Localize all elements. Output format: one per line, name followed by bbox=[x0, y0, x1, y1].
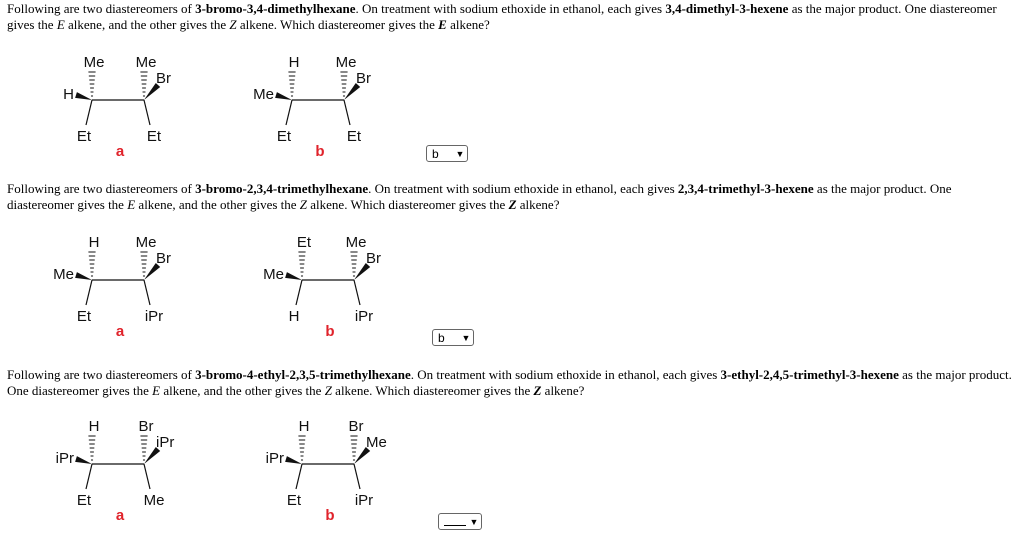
substituent-right: Me bbox=[366, 434, 387, 451]
hashed-bond-top-right bbox=[140, 72, 147, 96]
substituent-bottom-right: iPr bbox=[144, 308, 164, 325]
chevron-down-icon: ▼ bbox=[455, 148, 465, 159]
bond-bottom-right bbox=[144, 100, 150, 125]
molecule-1a bbox=[40, 50, 180, 158]
substituent-top-left: H bbox=[88, 418, 100, 435]
question-3-text: Following are two diastereomers of 3-bromo-4-ethyl-2,3,5-trimethylhexane. On treatment with sodium ethoxide in ethanol, each gives 3-ethyl-2,4,5-trimethyl-3-hexene as the major product. One diastereomer gives the E alkene, and the other gives the Z alkene. Which diastereomer gives the Z alkene? bbox=[7, 367, 1012, 398]
bond-bottom-left bbox=[296, 280, 302, 305]
substituent-right: Br bbox=[156, 70, 171, 87]
substituent-left: H bbox=[63, 86, 74, 103]
substituent-right: Br bbox=[356, 70, 371, 87]
wedge-bond-left bbox=[75, 92, 92, 100]
diastereomer-label: a bbox=[115, 323, 125, 340]
molecule-1b bbox=[240, 50, 400, 158]
bond-bottom-left bbox=[86, 464, 92, 489]
substituent-bottom-left: H bbox=[288, 308, 300, 325]
substituent-top-left: H bbox=[288, 54, 300, 71]
substituent-left: iPr bbox=[265, 450, 284, 467]
molecule-3a bbox=[40, 414, 200, 524]
diastereomer-label: a bbox=[115, 507, 125, 524]
bond-bottom-left bbox=[296, 464, 302, 489]
substituent-left: Me bbox=[253, 86, 274, 103]
bond-bottom-left bbox=[286, 100, 292, 125]
substituent-bottom-left: Et bbox=[286, 492, 302, 509]
blank-answer bbox=[444, 516, 466, 526]
hashed-bond-top-left bbox=[88, 72, 95, 96]
substituent-top-left: H bbox=[298, 418, 310, 435]
answer-select-3-value bbox=[444, 515, 467, 529]
diastereomer-label: b bbox=[315, 143, 325, 160]
bond-bottom-right bbox=[144, 280, 150, 305]
answer-select-3[interactable] bbox=[438, 513, 482, 530]
substituent-top-right: Me bbox=[135, 54, 157, 71]
substituent-bottom-right: iPr bbox=[354, 308, 374, 325]
substituent-bottom-right: Et bbox=[346, 128, 362, 145]
substituent-bottom-left: Et bbox=[76, 492, 92, 509]
substituent-bottom-right: Me bbox=[143, 492, 165, 509]
substituent-bottom-right: Et bbox=[146, 128, 162, 145]
molecule-2a bbox=[40, 230, 190, 338]
chevron-down-icon: ▼ bbox=[469, 516, 479, 527]
bond-bottom-right bbox=[144, 464, 150, 489]
substituent-right: Br bbox=[156, 250, 171, 267]
answer-select-1[interactable] bbox=[426, 145, 468, 162]
bond-bottom-right bbox=[354, 280, 360, 305]
substituent-top-left: H bbox=[88, 234, 100, 251]
answer-select-1-value: b bbox=[432, 146, 439, 161]
diastereomer-label: b bbox=[325, 323, 335, 340]
answer-select-2[interactable] bbox=[432, 329, 474, 346]
substituent-left: Me bbox=[263, 266, 284, 283]
molecule-3b bbox=[250, 414, 410, 524]
diastereomer-label: b bbox=[325, 507, 335, 524]
bond-bottom-left bbox=[86, 100, 92, 125]
bond-bottom-right bbox=[344, 100, 350, 125]
wedge-bond-left bbox=[285, 456, 302, 464]
substituent-top-left: Me bbox=[83, 54, 105, 71]
hashed-bond-top-left bbox=[88, 252, 95, 276]
wedge-bond-left bbox=[285, 272, 302, 280]
bond-bottom-right bbox=[354, 464, 360, 489]
substituent-top-right: Me bbox=[335, 54, 357, 71]
substituent-top-left: Et bbox=[296, 234, 312, 251]
question-1-text: Following are two diastereomers of 3-bromo-3,4-dimethylhexane. On treatment with sodium ethoxide in ethanol, each gives 3,4-dimethyl-3-hexene as the major product. One diastereomer gives the E alkene, and the other gives the Z alkene. Which diastereomer gives the E alkene? bbox=[7, 1, 997, 32]
hashed-bond-top-left bbox=[288, 72, 295, 96]
substituent-bottom-left: Et bbox=[76, 128, 92, 145]
hashed-bond-top-left bbox=[298, 436, 305, 460]
substituent-top-right: Me bbox=[135, 234, 157, 251]
question-2-text: Following are two diastereomers of 3-bromo-2,3,4-trimethylhexane. On treatment with sodium ethoxide in ethanol, each gives 2,3,4-trimethyl-3-hexene as the major product. One diastereomer gives the E alkene, and the other gives the Z alkene. Which diastereomer gives the Z alkene? bbox=[7, 181, 952, 212]
substituent-right: iPr bbox=[156, 434, 175, 451]
substituent-right: Br bbox=[366, 250, 381, 267]
bond-bottom-left bbox=[86, 280, 92, 305]
wedge-bond-left bbox=[75, 272, 92, 280]
wedge-bond-left bbox=[275, 92, 292, 100]
molecule-2b bbox=[250, 230, 400, 338]
substituent-bottom-right: iPr bbox=[354, 492, 374, 509]
wedge-bond-left bbox=[75, 456, 92, 464]
hashed-bond-top-right bbox=[140, 436, 147, 460]
substituent-top-right: Br bbox=[138, 418, 154, 435]
hashed-bond-top-right bbox=[140, 252, 147, 276]
substituent-left: Me bbox=[53, 266, 74, 283]
substituent-bottom-left: Et bbox=[76, 308, 92, 325]
substituent-top-right: Br bbox=[348, 418, 364, 435]
hashed-bond-top-right bbox=[350, 436, 357, 460]
diastereomer-label: a bbox=[115, 143, 125, 160]
hashed-bond-top-right bbox=[340, 72, 347, 96]
hashed-bond-top-left bbox=[298, 252, 305, 276]
hashed-bond-top-left bbox=[88, 436, 95, 460]
chevron-down-icon: ▼ bbox=[461, 332, 471, 343]
substituent-bottom-left: Et bbox=[276, 128, 292, 145]
hashed-bond-top-right bbox=[350, 252, 357, 276]
answer-select-2-value: b bbox=[438, 330, 445, 345]
substituent-left: iPr bbox=[55, 450, 74, 467]
substituent-top-right: Me bbox=[345, 234, 367, 251]
